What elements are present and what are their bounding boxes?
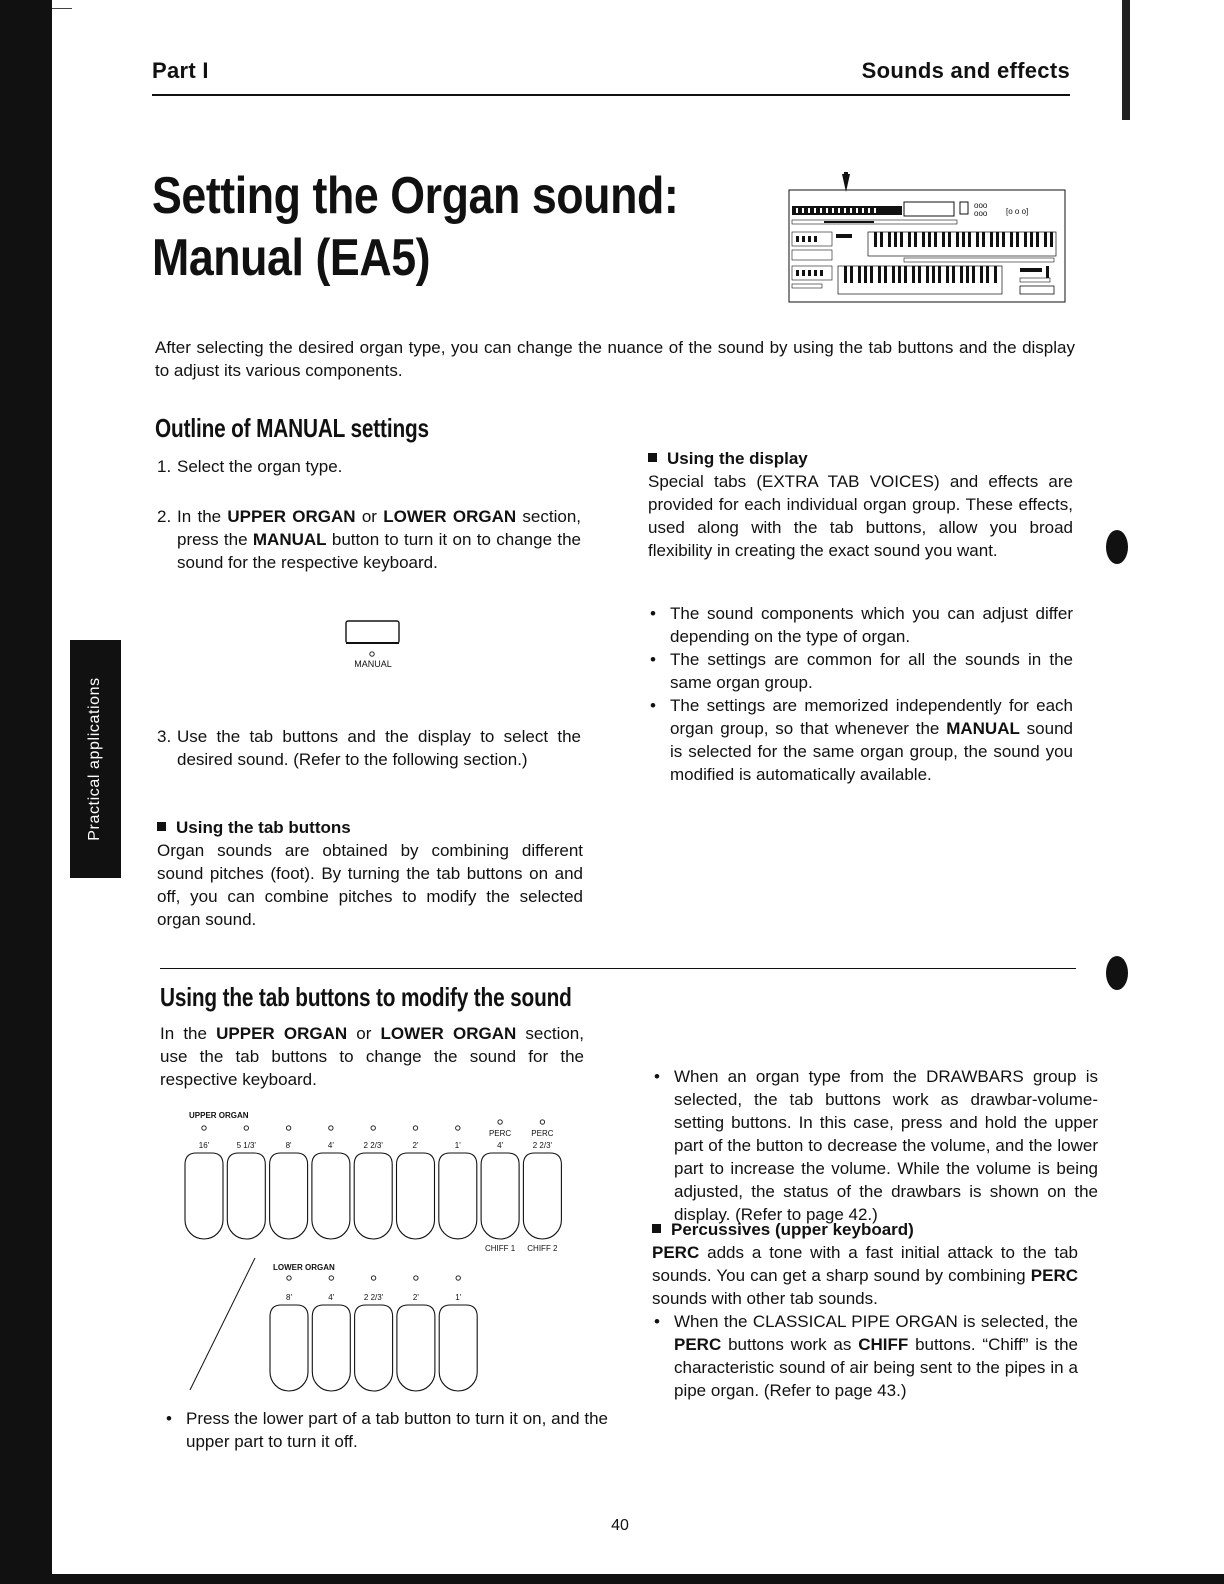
lower-lamp-2 [371, 1276, 375, 1280]
display-heading: Using the display [648, 447, 1073, 470]
upper-organ-label: UPPER ORGAN [189, 1111, 249, 1120]
header-section: Sounds and effects [861, 58, 1070, 83]
upper-lamp-1 [244, 1126, 248, 1130]
upper-footage-0: 16' [198, 1141, 210, 1150]
scan-border-left [0, 0, 52, 1584]
lower-tab-button-2[interactable] [355, 1305, 393, 1391]
chiff-labels [485, 1244, 558, 1253]
upper-lamp-6 [456, 1126, 460, 1130]
upper-footage-6: 1' [454, 1141, 461, 1150]
press-note: • Press the lower part of a tab button to turn it on, and the upper part to turn it off. [164, 1407, 608, 1453]
upper-tab-button-7[interactable] [481, 1153, 519, 1239]
tab-buttons-text: Organ sounds are obtained by combining different sound pitches (foot). By turning the tab buttons on and off, you can combine pitches to modify the selected organ sound. [157, 841, 583, 929]
display-section [648, 447, 1073, 562]
scan-edge-right [1122, 0, 1130, 120]
upper-footage-1: 5 1/3' [236, 1141, 256, 1150]
tab-buttons-heading: Using the tab buttons [157, 816, 583, 839]
drawbars-note: • When an organ type from the DRAWBARS group is selected, the tab buttons work as drawbar-volume-setting buttons. In this case, press and hold the upper part of the button to decrease the volume, and the lower part to increase the volume. While the volume is being adjusted, the status of the drawbars is shown on the display. (Refer to page 42.) [652, 1065, 1098, 1226]
upper-tab-button-1[interactable] [227, 1153, 265, 1239]
lower-tab-button-0[interactable] [270, 1305, 308, 1391]
perc-text: PERC adds a tone with a fast initial attack to the tab sounds. You can get a sharp sound by combining PERC sounds with other tab sounds. [652, 1243, 1078, 1308]
upper-tab-button-8[interactable] [523, 1153, 561, 1239]
lower-footage-0: 8' [286, 1293, 292, 1302]
instrument-panel-illustration [784, 170, 1070, 306]
step-3-number: 3. [157, 727, 172, 746]
lower-tab-button-3[interactable] [397, 1305, 435, 1391]
upper-tab-button-5[interactable] [397, 1153, 435, 1239]
perc-label-1: PERC [488, 1129, 512, 1138]
step-2-number: 2. [157, 507, 172, 526]
lower-lamp-3 [414, 1276, 418, 1280]
upper-lamp-8 [540, 1120, 544, 1124]
intro-paragraph: After selecting the desired organ type, you can change the nuance of the sound by using the tab buttons and the display to adjust its various components. [155, 338, 1075, 380]
side-tab [70, 640, 121, 878]
binder-hole-top [1106, 530, 1128, 564]
lower-tab-buttons [270, 1305, 477, 1391]
lower-footage-1: 4' [328, 1293, 335, 1302]
upper-tab-button-0[interactable] [185, 1153, 223, 1239]
step-2 [157, 505, 581, 574]
title-line-2: Manual (EA5) [152, 229, 431, 287]
manual-button-label: MANUAL [354, 659, 392, 669]
svg-text:[o o o]: [o o o] [1006, 207, 1029, 216]
tab-buttons-diagram [160, 1100, 600, 1400]
outline-heading-wrap [155, 413, 655, 444]
modify-heading-wrap [160, 982, 860, 1013]
step-1 [157, 455, 581, 478]
upper-tab-button-2[interactable] [270, 1153, 308, 1239]
upper-lamp-5 [413, 1126, 417, 1130]
chiff-label-2: CHIFF 2 [527, 1244, 558, 1253]
step-2-text: In the UPPER ORGAN or LOWER ORGAN section, press the MANUAL button to turn it on to change the sound for the respective keyboard. [177, 507, 582, 572]
tab-buttons-section [157, 816, 583, 931]
svg-text:ooo: ooo [974, 209, 988, 218]
bullet-common-settings: • The settings are common for all the sounds in the same organ group. [648, 648, 1073, 694]
page-number: 40 [611, 1517, 629, 1534]
upper-footage-labels [199, 1141, 553, 1150]
step-3-text: Use the tab buttons and the display to select the desired sound. (Refer to the following section.) [177, 727, 581, 769]
upper-lamp-0 [202, 1126, 206, 1130]
upper-tab-button-3[interactable] [312, 1153, 350, 1239]
upper-perc-labels [489, 1129, 554, 1138]
lower-tab-button-4[interactable] [439, 1305, 477, 1391]
perc-heading: Percussives (upper keyboard) [652, 1218, 1078, 1241]
lower-footage-labels [286, 1293, 462, 1302]
modify-intro: In the UPPER ORGAN or LOWER ORGAN section, use the tab buttons to change the sound for the respective keyboard. [160, 1024, 584, 1089]
lower-lamp-0 [287, 1276, 291, 1280]
upper-lamp-4 [371, 1126, 375, 1130]
svg-text:ooo: ooo [974, 201, 988, 210]
scan-border-bottom [0, 1574, 1224, 1584]
lower-footage-4: 1' [455, 1293, 462, 1302]
step-1-text: Select the organ type. [177, 457, 343, 476]
header-part: Part I [152, 58, 209, 83]
side-tab-label: Practical applications [86, 677, 103, 841]
step-3 [157, 725, 581, 771]
step-1-number: 1. [157, 457, 172, 476]
corner-mark [52, 8, 72, 9]
display-text: Special tabs (EXTRA TAB VOICES) and effects are provided for each individual organ group. These effects, used along with the tab buttons, allow you broad flexibility in creating the exact sound you want. [648, 472, 1073, 560]
chiff-label-1: CHIFF 1 [484, 1244, 516, 1253]
lower-tab-button-1[interactable] [312, 1305, 350, 1391]
upper-tab-button-6[interactable] [439, 1153, 477, 1239]
upper-footage-8: 2 2/3' [532, 1141, 553, 1150]
chiff-bullet: • When the CLASSICAL PIPE ORGAN is selected, the PERC buttons work as CHIFF buttons. “Chiff” is the characteristic sound of air being sent to the pipes in a pipe organ. (Refer to page 43.) [652, 1310, 1078, 1402]
upper-footage-4: 2 2/3' [363, 1141, 383, 1150]
perc-section [652, 1218, 1078, 1402]
upper-tab-button-4[interactable] [354, 1153, 392, 1239]
lower-lamp-row [287, 1276, 461, 1280]
lower-footage-2: 2 2/3' [363, 1293, 384, 1302]
page-title [152, 165, 678, 289]
bullet-memorized: • The settings are memorized independently for each organ group, so that whenever the MANUAL sound is selected for the same organ group, the sound you modified is automatically available. [648, 694, 1073, 786]
upper-footage-7: 4' [497, 1141, 504, 1150]
outline-heading: Outline of MANUAL settings [155, 413, 429, 443]
upper-lamp-7 [498, 1120, 502, 1124]
perc-label-2: PERC [531, 1129, 554, 1138]
upper-footage-2: 8' [285, 1141, 292, 1150]
lower-lamp-1 [329, 1276, 333, 1280]
binder-hole-bottom [1106, 956, 1128, 990]
title-line-1: Setting the Organ sound: [152, 167, 679, 225]
upper-lamp-3 [329, 1126, 333, 1130]
lower-lamp-4 [456, 1276, 460, 1280]
upper-footage-3: 4' [327, 1141, 334, 1150]
upper-lamp-2 [286, 1126, 290, 1130]
lower-footage-3: 2' [412, 1293, 419, 1302]
bullet-components: • The sound components which you can adjust differ depending on the type of organ. [648, 602, 1073, 648]
header-rule [152, 94, 1070, 96]
diagram-divider-line [190, 1258, 255, 1390]
modify-heading: Using the tab buttons to modify the sound [160, 982, 572, 1012]
outline-bullets [648, 602, 1073, 786]
upper-tab-buttons [185, 1153, 561, 1239]
section-rule [160, 968, 1076, 969]
upper-footage-5: 2' [412, 1141, 419, 1150]
lower-organ-label: LOWER ORGAN [273, 1263, 335, 1272]
